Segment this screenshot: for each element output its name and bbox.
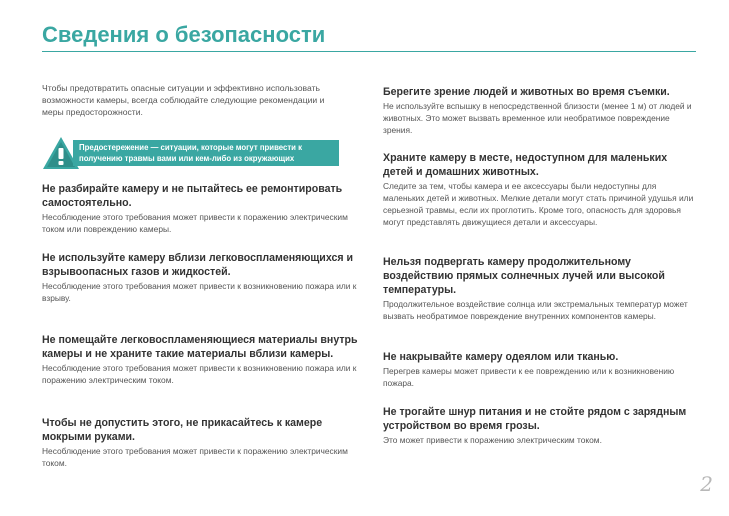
- section-heading: Не трогайте шнур питания и не стойте рядом с зарядным устройством во время грозы.: [383, 406, 687, 432]
- section-protect-eyesight: [383, 85, 698, 136]
- section-heading: Чтобы не допустить этого, не прикасайтесь к камере мокрыми руками.: [42, 417, 323, 443]
- intro-text: Чтобы предотвратить опасные ситуации и эффективно использовать возможности камеры, всегда соблюдайте следующие рекомендации и меры предосторожности.: [42, 83, 325, 117]
- section-body: Следите за тем, чтобы камера и ее аксессуары были недоступны для маленьких детей и животных. Мелкие детали могут стать причиной удушья или серьезной травмы, если их проглотить. Кроме того, опасность для здоровья могут представлять движущиеся детали и аксессуары.: [383, 181, 694, 227]
- section-heading: Храните камеру в месте, недоступном для маленьких детей и домашних животных.: [383, 152, 668, 178]
- section-body: Перегрев камеры может привести к ее повреждению или к возникновению пожара.: [383, 366, 675, 388]
- warning-banner: [73, 140, 339, 166]
- warning-line-1: Предостережение — ситуации, которые могут привести к: [79, 143, 303, 152]
- section-heading: Не помещайте легковоспламеняющиеся материалы внутрь камеры и не храните такие материалы вблизи камеры.: [42, 334, 358, 360]
- title-divider: [42, 51, 696, 52]
- page-title: Сведения о безопасности: [42, 22, 326, 47]
- section-body: Продолжительное воздействие солнца или экстремальных температур может вызвать необратимое повреждение внутренних компонентов камеры.: [383, 299, 688, 321]
- section-no-disassembly: [42, 182, 360, 235]
- section-body: Несоблюдение этого требования может привести к возникновению пожара или к поражению электрическим током.: [42, 363, 357, 385]
- section-flammable-gases: [42, 251, 360, 304]
- section-flammable-materials: [42, 333, 360, 386]
- section-thunderstorm: [383, 405, 698, 446]
- warning-line-2: получению травмы вами или кем-либо из окружающих: [79, 154, 295, 163]
- warning-box: [42, 136, 347, 170]
- section-do-not-cover: [383, 350, 698, 389]
- section-heading: Не используйте камеру вблизи легковоспламеняющихся и взрывоопасных газов и жидкостей.: [42, 252, 353, 278]
- section-heading: Нельзя подвергать камеру продолжительному воздействию прямых солнечных лучей или высокой температуры.: [383, 256, 665, 296]
- page-number: 2: [700, 472, 713, 496]
- section-body: Это может привести к поражению электрическим током.: [383, 435, 602, 445]
- section-sunlight-heat: [383, 255, 698, 322]
- section-body: Несоблюдение этого требования может привести к поражению электрическим током.: [42, 446, 348, 468]
- section-keep-from-children: [383, 151, 698, 228]
- section-wet-hands: [42, 416, 360, 469]
- section-body: Несоблюдение этого требования может привести к возникновению пожара или к взрыву.: [42, 281, 357, 303]
- section-body: Несоблюдение этого требования может привести к поражению электрическим током или повреждению камеры.: [42, 212, 348, 234]
- section-heading: Берегите зрение людей и животных во время съемки.: [383, 86, 670, 98]
- section-heading: Не накрывайте камеру одеялом или тканью.: [383, 351, 619, 363]
- section-body: Не используйте вспышку в непосредственной близости (менее 1 м) от людей и животных. Это может вызвать временное или необратимое повреждение зрения.: [383, 101, 692, 135]
- section-heading: Не разбирайте камеру и не пытайтесь ее ремонтировать самостоятельно.: [42, 183, 343, 209]
